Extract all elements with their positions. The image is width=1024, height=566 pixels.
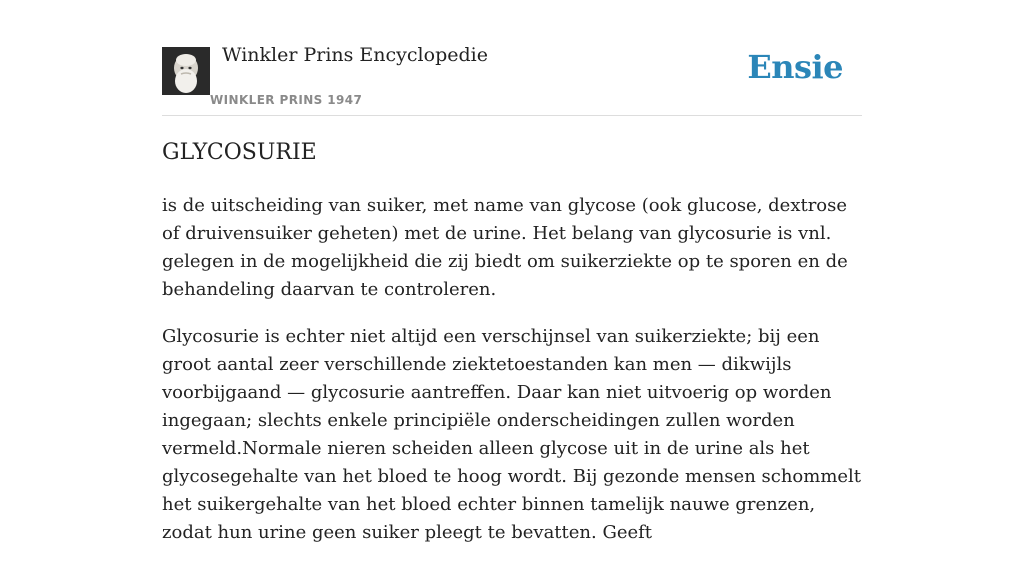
article-body — [162, 192, 862, 566]
paragraph: is de uitscheiding van suiker, met name van glycose (ook glucose, dextrose of druivensuiker geheten) met de urine. Het belang van glycosurie is vnl. gelegen in de mogelijkheid die zij biedt om suikerziekte op te sporen en de behandeling daarvan te controleren. — [162, 195, 848, 300]
paragraph: Glycosurie is echter niet altijd een verschijnsel van suikerziekte; bij een groot aantal zeer verschillende ziektetoestanden kan men — dikwijls voorbijgaand — glycosurie aantreffen. Daar kan niet uitvoerig op worden ingegaan; slechts enkele principiële onderscheidingen zullen worden vermeld.Normale nieren scheiden alleen glycose uit in de urine als het glycosegehalte van het bloed te hoog wordt. Bij gezonde mensen schommelt het suikergehalte van het bloed echter binnen tamelijk nauwe grenzen, zodat hun urine geen suiker pleegt te bevatten. Geeft — [162, 326, 862, 543]
article-title: GLYCOSURIE — [162, 140, 317, 165]
article-container — [162, 0, 862, 543]
brand-logo[interactable]: Ensie — [747, 48, 843, 86]
source-header — [162, 0, 862, 116]
source-name[interactable]: Winkler Prins Encyclopedie — [222, 44, 488, 66]
portrait-avatar-icon[interactable] — [162, 47, 210, 95]
source-edition: WINKLER PRINS 1947 — [210, 93, 363, 107]
